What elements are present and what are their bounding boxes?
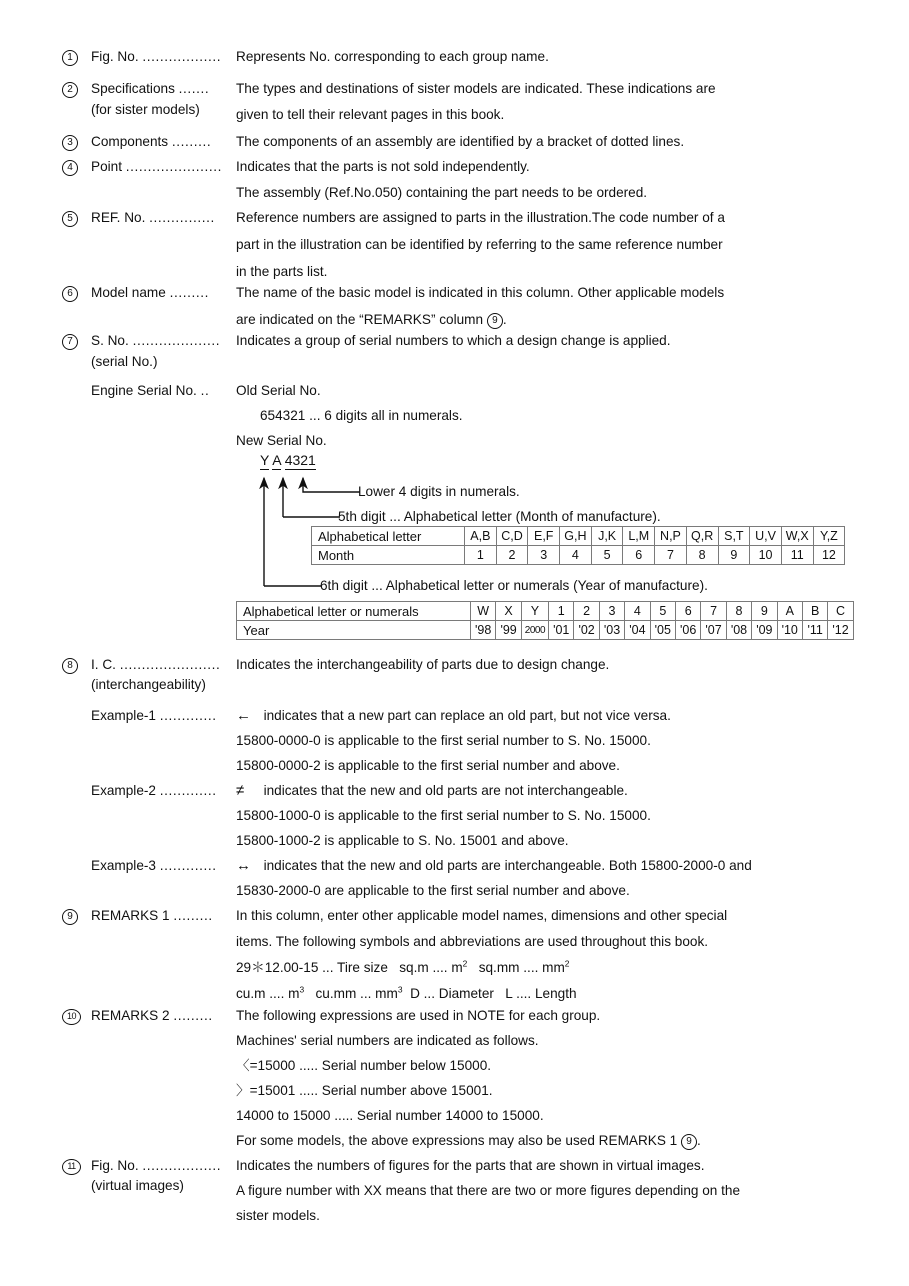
- year-value-cell: '03: [599, 621, 624, 640]
- year-code-cell: X: [496, 602, 521, 621]
- year-code-cell: 2: [574, 602, 599, 621]
- entry-label-4: Point ......................: [91, 159, 223, 174]
- table-row-letters: [312, 527, 845, 546]
- month-table-rowhead-month: Month: [312, 546, 465, 565]
- example-2-text: ≠ indicates that the new and old parts are not interchangeable.: [236, 782, 628, 799]
- serial-digit-6: Y: [260, 452, 270, 468]
- entry-text-5-line3: in the parts list.: [236, 264, 328, 279]
- year-value-cell: '06: [675, 621, 700, 640]
- year-value-cell: '05: [650, 621, 675, 640]
- year-code-cell: 8: [726, 602, 751, 621]
- abbrev-cu-mm: cu.mm ... mm: [315, 986, 398, 1001]
- entry-number-6: 6: [62, 282, 86, 303]
- year-value-cell: '04: [625, 621, 650, 640]
- entry-text-11-line3: sister models.: [236, 1208, 320, 1223]
- abbrev-length: L .... Length: [505, 986, 577, 1001]
- entry-label-7: S. No. ....................: [91, 333, 221, 348]
- entry-text-3: The components of an assembly are identified by a bracket of dotted lines.: [236, 134, 685, 149]
- year-table-rowhead-code: Alphabetical letter or numerals: [237, 602, 471, 621]
- abbrev-tire-size: 29＊12.00-15 ... Tire size: [236, 960, 388, 975]
- year-value-cell: '12: [828, 621, 853, 640]
- month-number-cell: 10: [750, 546, 782, 565]
- example-1-note-2: 15800-0000-2 is applicable to the first serial number and above.: [236, 758, 620, 773]
- entry-sublabel-2: (for sister models): [91, 102, 200, 117]
- year-value-cell: 2000: [521, 621, 548, 640]
- month-letter-cell: Y,Z: [813, 527, 845, 546]
- abbrev-sq-m: sq.m .... m: [399, 960, 463, 975]
- entry-number-9: 9: [62, 905, 86, 926]
- entry-text-9-line2: items. The following symbols and abbreviations are used throughout this book.: [236, 934, 709, 949]
- entry-label-8: I. C. .......................: [91, 657, 221, 672]
- year-code-cell: 1: [549, 602, 574, 621]
- entry-label-5: REF. No. ...............: [91, 210, 215, 225]
- example-3-label: Example-3 .............: [91, 858, 217, 873]
- entry-text-9-line1: In this column, enter other applicable model names, dimensions and other special: [236, 908, 728, 923]
- year-code-cell: B: [802, 602, 827, 621]
- month-letter-cell: E,F: [528, 527, 560, 546]
- month-letter-cell: J,K: [591, 527, 623, 546]
- example-2-note-1: 15800-1000-0 is applicable to the first serial number to S. No. 15000.: [236, 808, 651, 823]
- entry-text-2-line2: given to tell their relevant pages in this book.: [236, 107, 505, 122]
- month-letter-cell: N,P: [655, 527, 687, 546]
- year-code-cell: 5: [650, 602, 675, 621]
- example-1-note-1: 15800-0000-0 is applicable to the first serial number to S. No. 15000.: [236, 733, 651, 748]
- year-value-cell: '09: [752, 621, 777, 640]
- month-letter-cell: L,M: [623, 527, 655, 546]
- year-table-rowhead-year: Year: [237, 621, 471, 640]
- entry-text-11-line1: Indicates the numbers of figures for the parts that are shown in virtual images.: [236, 1158, 705, 1173]
- entry-number-2: 2: [62, 78, 86, 99]
- entry-text-2-line1: The types and destinations of sister models are indicated. These indications are: [236, 81, 716, 96]
- engine-serial-label: Engine Serial No. ..: [91, 383, 210, 398]
- abbrev-cu-m-sup: 3: [299, 984, 305, 995]
- entry-number-5: 5: [62, 207, 86, 228]
- example-1-label: Example-1 .............: [91, 708, 217, 723]
- month-number-cell: 5: [591, 546, 623, 565]
- entry-label-1: Fig. No. ..................: [91, 49, 222, 64]
- year-code-cell: 3: [599, 602, 624, 621]
- month-number-cell: 8: [686, 546, 718, 565]
- year-code-cell: A: [777, 602, 802, 621]
- inline-circled-9: 9: [487, 313, 503, 329]
- left-arrow-icon: ←: [236, 707, 251, 724]
- month-letter-cell: A,B: [465, 527, 497, 546]
- year-code-cell: W: [471, 602, 496, 621]
- month-number-cell: 2: [496, 546, 528, 565]
- table-row-years: [237, 621, 854, 640]
- entry-text-5-line2: part in the illustration can be identified by referring to the same reference number: [236, 237, 723, 252]
- month-number-cell: 1: [465, 546, 497, 565]
- year-value-cell: '11: [802, 621, 827, 640]
- month-table-rowhead-letter: Alphabetical letter: [312, 527, 465, 546]
- abbrev-cu-mm-sup: 3: [397, 984, 403, 995]
- year-value-cell: '08: [726, 621, 751, 640]
- entry-label-11: Fig. No. ..................: [91, 1158, 222, 1173]
- year-value-cell: '07: [701, 621, 726, 640]
- abbrev-sq-m-sup: 2: [462, 958, 468, 969]
- month-number-cell: 12: [813, 546, 845, 565]
- abbrev-line-1: [236, 957, 569, 978]
- month-code-table: [311, 526, 845, 565]
- entry-text-5-line1: Reference numbers are assigned to parts in the illustration.The code number of a: [236, 210, 725, 225]
- serial-lower-4: 4321: [284, 452, 316, 468]
- serial-number-diagram: [0, 440, 909, 605]
- month-number-cell: 11: [781, 546, 813, 565]
- entry-number-10: 10: [62, 1005, 86, 1026]
- entry-text-7: Indicates a group of serial numbers to which a design change is applied.: [236, 333, 671, 348]
- leader-text-lower4: Lower 4 digits in numerals.: [358, 484, 520, 499]
- year-code-table: [236, 601, 854, 640]
- month-letter-cell: U,V: [750, 527, 782, 546]
- entry-text-10: The following expressions are used in NOTE for each group.: [236, 1008, 601, 1023]
- year-value-cell: '10: [777, 621, 802, 640]
- example-1-text: ← indicates that a new part can replace an old part, but not vice versa.: [236, 707, 671, 724]
- year-code-cell: Y: [521, 602, 548, 621]
- entry-text-1: Represents No. corresponding to each group name.: [236, 49, 549, 64]
- year-code-cell: 6: [675, 602, 700, 621]
- remarks2-line-4: 14000 to 15000 ..... Serial number 14000 to 15000.: [236, 1108, 544, 1123]
- year-value-cell: '01: [549, 621, 574, 640]
- entry-number-11: 11: [62, 1155, 86, 1176]
- month-number-cell: 6: [623, 546, 655, 565]
- year-value-cell: '02: [574, 621, 599, 640]
- entry-text-11-line2: A figure number with XX means that there are two or more figures depending on the: [236, 1183, 741, 1198]
- entry-label-9: REMARKS 1 .........: [91, 908, 213, 923]
- entry-label-10: REMARKS 2 .........: [91, 1008, 213, 1023]
- month-letter-cell: S,T: [718, 527, 750, 546]
- example-3-text: ↔ indicates that the new and old parts are interchangeable. Both 15800-2000-0 and: [236, 857, 752, 874]
- entry-text-4-line1: Indicates that the parts is not sold independently.: [236, 159, 530, 174]
- table-row-codes: [237, 602, 854, 621]
- remarks2-line-2: 〈=15000 ..... Serial number below 15000.: [236, 1058, 492, 1073]
- example-2-note-2: 15800-1000-2 is applicable to S. No. 15001 and above.: [236, 833, 569, 848]
- leader-text-6th-digit: 6th digit ... Alphabetical letter or numerals (Year of manufacture).: [320, 578, 708, 593]
- table-row-months: [312, 546, 845, 565]
- month-number-cell: 9: [718, 546, 750, 565]
- left-right-arrow-icon: ↔: [236, 857, 251, 874]
- month-number-cell: 3: [528, 546, 560, 565]
- inline-circled-9: 9: [681, 1134, 697, 1150]
- abbrev-sq-mm-sup: 2: [564, 958, 570, 969]
- entry-text-8: Indicates the interchangeability of parts due to design change.: [236, 657, 610, 672]
- entry-text-6-line2: are indicated on the “REMARKS” column 9 .: [236, 312, 507, 327]
- abbrev-line-2: [236, 983, 577, 1004]
- engine-serial-old-example: 654321 ... 6 digits all in numerals.: [260, 408, 463, 423]
- remarks2-line-3: 〉=15001 ..... Serial number above 15001.: [236, 1083, 493, 1098]
- year-code-cell: 4: [625, 602, 650, 621]
- remarks2-line-1: Machines' serial numbers are indicated as follows.: [236, 1033, 539, 1048]
- entry-sublabel-7: (serial No.): [91, 354, 158, 369]
- abbrev-sq-mm: sq.mm .... mm: [478, 960, 565, 975]
- example-2-label: Example-2 .............: [91, 783, 217, 798]
- entry-sublabel-8: (interchangeability): [91, 677, 206, 692]
- month-letter-cell: W,X: [781, 527, 813, 546]
- entry-number-3: 3: [62, 131, 86, 152]
- entry-number-8: 8: [62, 654, 86, 675]
- entry-sublabel-11: (virtual images): [91, 1178, 184, 1193]
- month-letter-cell: Q,R: [686, 527, 718, 546]
- engine-serial-old-title: Old Serial No.: [236, 383, 321, 398]
- serial-digit-5: A: [272, 452, 281, 468]
- leader-text-5th-digit: 5th digit ... Alphabetical letter (Month of manufacture).: [338, 509, 661, 524]
- example-3-note-1: 15830-2000-0 are applicable to the first serial number and above.: [236, 883, 630, 898]
- month-letter-cell: C,D: [496, 527, 528, 546]
- year-code-cell: 7: [701, 602, 726, 621]
- entry-number-1: 1: [62, 46, 86, 67]
- entry-label-3: Components .........: [91, 134, 212, 149]
- engine-serial-new-title: New Serial No.: [236, 433, 327, 448]
- month-number-cell: 7: [655, 546, 687, 565]
- entry-text-6-line1: The name of the basic model is indicated in this column. Other applicable models: [236, 285, 725, 300]
- month-number-cell: 4: [560, 546, 592, 565]
- month-letter-cell: G,H: [560, 527, 592, 546]
- entry-number-4: 4: [62, 156, 86, 177]
- entry-label-2: Specifications .......: [91, 81, 210, 96]
- entry-number-7: 7: [62, 330, 86, 351]
- abbrev-cu-m: cu.m .... m: [236, 986, 300, 1001]
- abbrev-diameter: D ... Diameter: [410, 986, 494, 1001]
- remarks2-line-5: For some models, the above expressions may also be used REMARKS 1 9 .: [236, 1133, 701, 1148]
- entry-label-6: Model name .........: [91, 285, 209, 300]
- year-code-cell: C: [828, 602, 853, 621]
- year-value-cell: '99: [496, 621, 521, 640]
- year-value-cell: '98: [471, 621, 496, 640]
- year-code-cell: 9: [752, 602, 777, 621]
- not-equal-icon: ≠: [236, 782, 245, 799]
- entry-text-4-line2: The assembly (Ref.No.050) containing the part needs to be ordered.: [236, 185, 648, 200]
